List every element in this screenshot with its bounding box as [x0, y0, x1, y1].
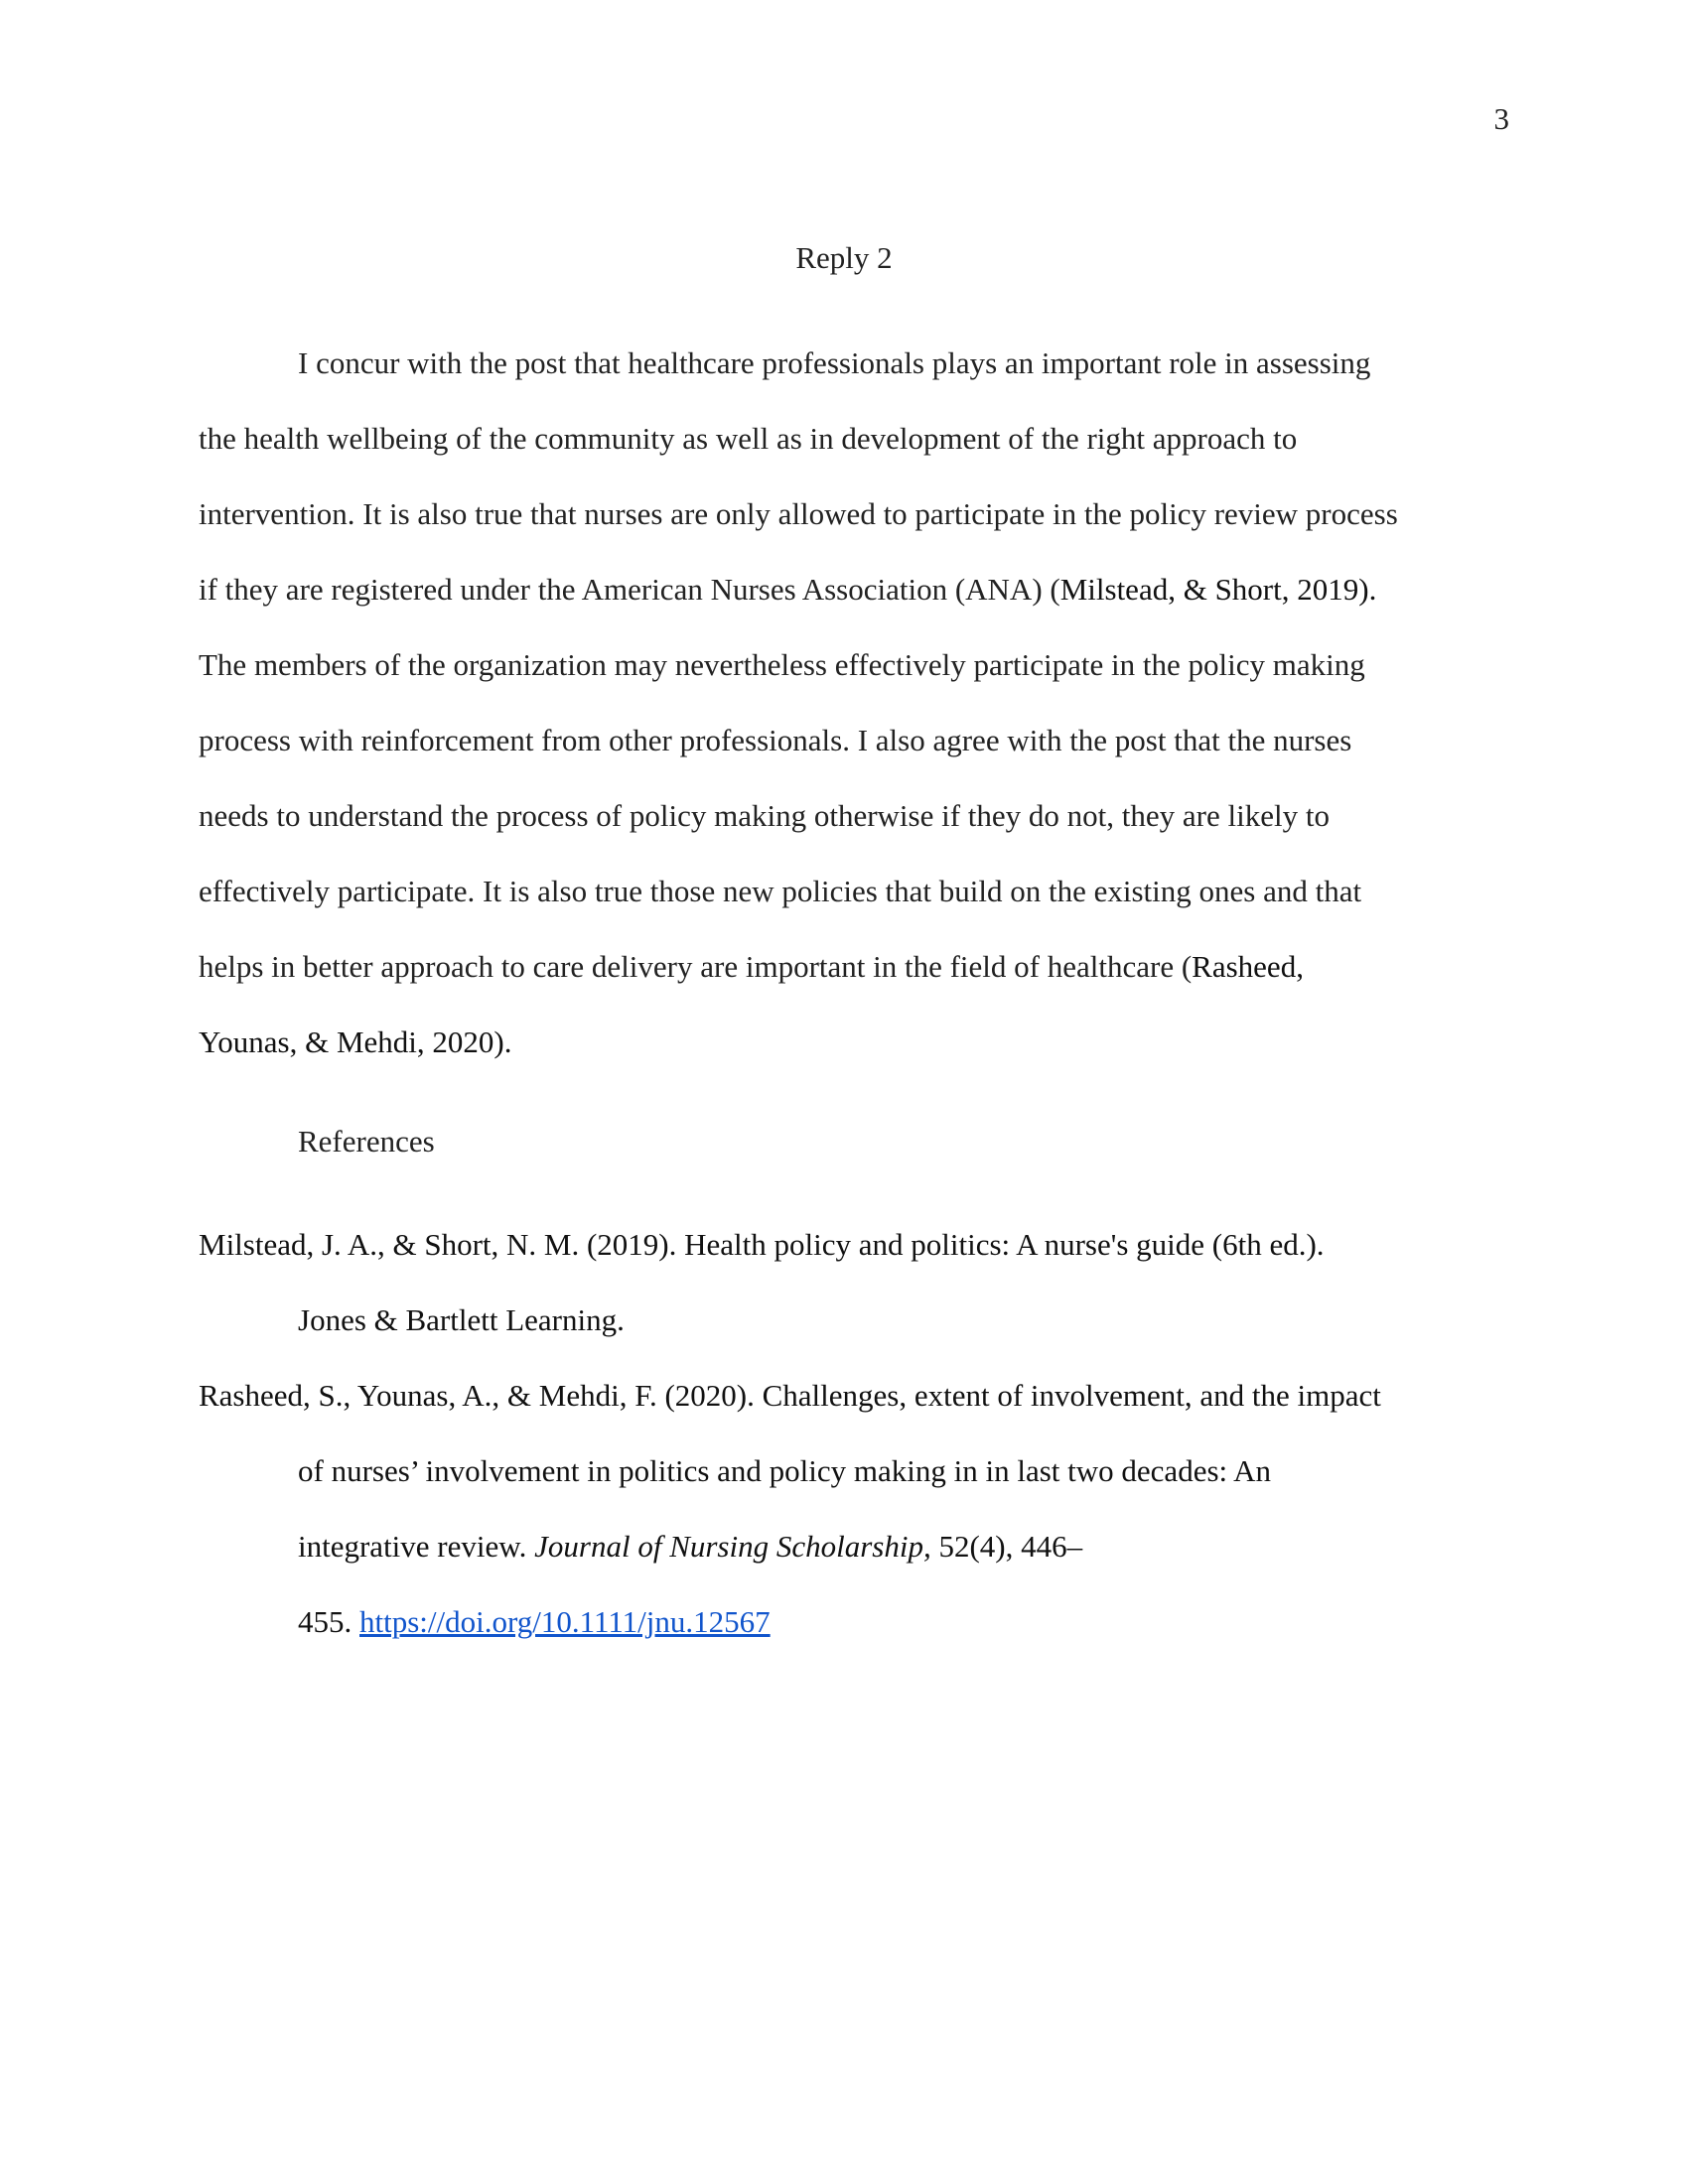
body-line: intervention. It is also true that nurses are only allowed to participate in the policy review process	[199, 496, 1398, 531]
body-line: the health wellbeing of the community as well as in development of the right approach to	[199, 421, 1298, 456]
reference-line: Jones & Bartlett Learning.	[298, 1302, 625, 1337]
references-heading: References	[298, 1124, 435, 1159]
body-line: I concur with the post that healthcare professionals plays an important role in assessing	[298, 345, 1371, 380]
body-line-text: if they are registered under the American Nurses Association (ANA) (	[199, 572, 1060, 607]
page-title: Reply 2	[795, 240, 893, 275]
page-number: 3	[1493, 101, 1509, 136]
body-line: The members of the organization may nevertheless effectively participate in the policy making	[199, 647, 1365, 682]
journal-title: Journal of Nursing Scholarship,	[534, 1529, 931, 1564]
body-line: process with reinforcement from other professionals. I also agree with the post that the nurses	[199, 723, 1352, 757]
reference-text: 455.	[298, 1604, 359, 1639]
doi-link[interactable]: https://doi.org/10.1111/jnu.12567	[359, 1604, 771, 1639]
citation: Milstead, & Short, 2019).	[1059, 572, 1377, 607]
reference-line: Rasheed, S., Younas, A., & Mehdi, F. (2020). Challenges, extent of involvement, and the impact	[199, 1378, 1381, 1413]
body-line	[199, 947, 1304, 987]
body-line: needs to understand the process of policy making otherwise if they do not, they are likely to	[199, 798, 1330, 833]
body-line-text: helps in better approach to care delivery are important in the field of healthcare (	[199, 949, 1193, 984]
reference-text: integrative review.	[298, 1529, 535, 1564]
reference-text: 52(4), 446–	[930, 1529, 1083, 1564]
body-line: effectively participate. It is also true those new policies that build on the existing ones and that	[199, 874, 1362, 908]
body-line	[199, 570, 1376, 610]
citation: Rasheed,	[1192, 949, 1304, 984]
reference-line: of nurses’ involvement in politics and policy making in in last two decades: An	[298, 1453, 1272, 1488]
citation-line: Younas, & Mehdi, 2020).	[199, 1024, 512, 1059]
reference-line	[298, 1602, 771, 1642]
reference-line: Milstead, J. A., & Short, N. M. (2019). Health policy and politics: A nurse's guide (6th ed.).	[199, 1227, 1325, 1262]
reference-line	[298, 1527, 1082, 1567]
